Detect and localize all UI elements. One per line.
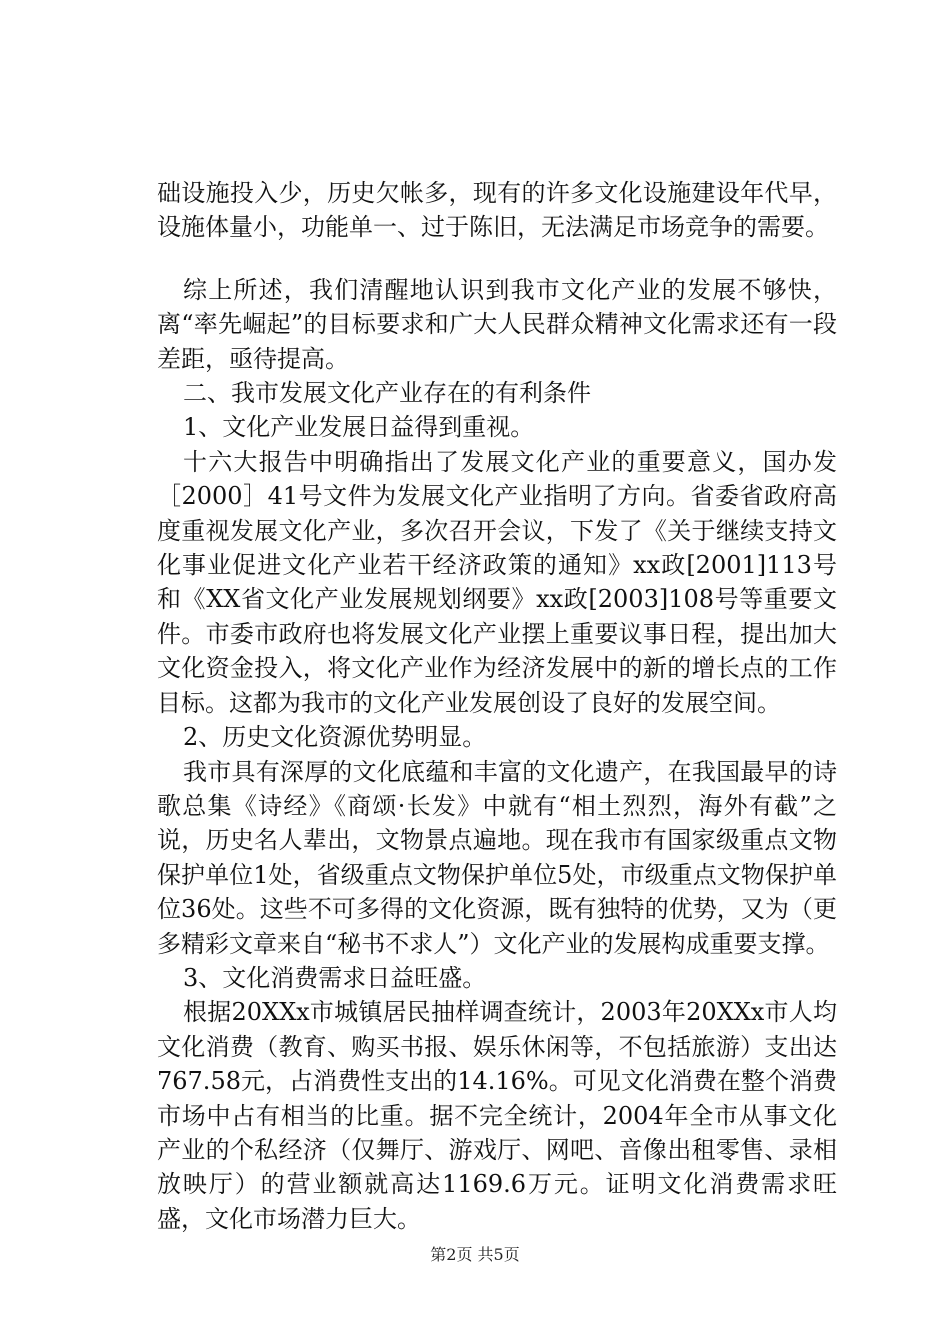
subheading-2: 2、历史文化资源优势明显。 [183,723,487,752]
paragraph-continuation: 础设施投入少，历史欠帐多，现有的许多文化设施建设年代早，设施体量小，功能单一、过于陈旧，无法满足市场竞争的需要。 [157,179,837,242]
section-heading-favorable-conditions: 二、我市发展文化产业存在的有利条件 [183,379,591,408]
paragraph-summary: 综上所述，我们清醒地认识到我市文化产业的发展不够快，离“率先崛起”的目标要求和广大人民群众精神文化需求还有一段差距，亟待提高。 [157,275,837,373]
page-number-footer: 第2页 共5页 [430,1245,520,1264]
paragraph-cultural-resources: 我市具有深厚的文化底蕴和丰富的文化遗产，在我国最早的诗歌总集《诗经》《商颂·长发》中就有“相土烈烈，海外有截”之说，历史名人辈出，文物景点遍地。现在我市有国家级重点文物保护单位1处，省级重点文物保护单位5处，市级重点文物保护单位36处。这些不可多得的文化资源，既有独特的优势，又为（更多精彩文章来自“秘书不求人”）文化产业的发展构成重要支撑。 [157,757,837,958]
document-body [157,176,837,1236]
subheading-1: 1、文化产业发展日益得到重视。 [183,413,535,442]
paragraph-consumption-demand: 根据20XXx市城镇居民抽样调查统计，2003年20XXx市人均文化消费（教育、购买书报、娱乐休闲等，不包括旅游）支出达767.58元，占消费性支出的14.16%。可见文化消费在整个消费市场中占有相当的比重。据不完全统计，2004年全市从事文化产业的个私经济（仅舞厅、游戏厅、网吧、音像出租零售、录相放映厅）的营业额就高达1169.6万元。证明文化消费需求旺盛，文化市场潜力巨大。 [157,998,837,1233]
paragraph-policy-support: 十六大报告中明确指出了发展文化产业的重要意义，国办发［2000］41号文件为发展文化产业指明了方向。省委省政府高度重视发展文化产业，多次召开会议，下发了《关于继续支持文化事业促进文化产业若干经济政策的通知》xx政[2001]113号和《XX省文化产业发展规划纲要》xx政[2003]108号等重要文件。市委市政府也将发展文化产业摆上重要议事日程，提出加大文化资金投入，将文化产业作为经济发展中的新的增长点的工作目标。这都为我市的文化产业发展创设了良好的发展空间。 [157,447,837,717]
subheading-3: 3、文化消费需求日益旺盛。 [183,963,487,992]
